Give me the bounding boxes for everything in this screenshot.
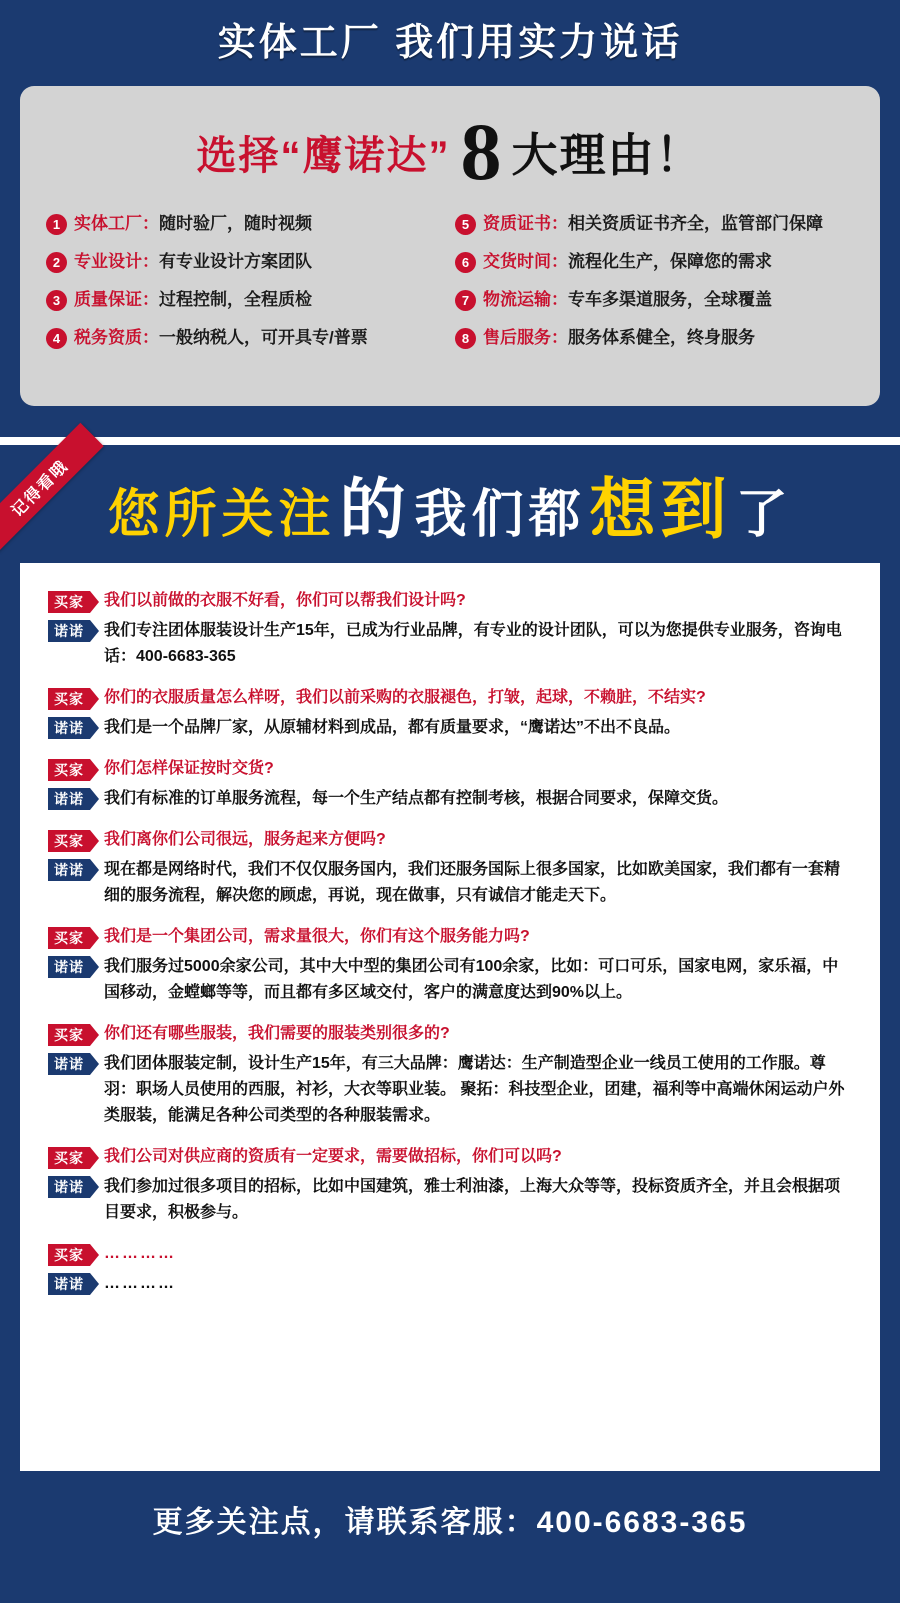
faq-question-row: [48, 828, 852, 852]
buyer-tag: 买家: [48, 759, 90, 781]
section-divider: [0, 437, 900, 445]
reason-key: 资质证书：: [483, 214, 568, 233]
faq-item: [48, 925, 852, 1006]
faq-item: [48, 1242, 852, 1297]
faq-answer-row: [48, 857, 852, 909]
reason-value: 一般纳税人，可开具专/普票: [159, 328, 368, 347]
seller-tag: 诺诺: [48, 1273, 90, 1295]
reasons-headline: [46, 106, 854, 198]
reason-item: [455, 250, 854, 274]
faq-question-text: 我们公司对供应商的资质有一定要求，需要做招标，你们可以吗?: [104, 1148, 562, 1165]
reason-value: 服务体系健全，终身服务: [568, 328, 755, 347]
faq-item: [48, 1022, 852, 1129]
reason-number-badge: 6: [455, 252, 476, 273]
seller-tag: 诺诺: [48, 788, 90, 810]
faq-question-text: 你们还有哪些服装，我们需要的服装类别很多的?: [104, 1025, 450, 1042]
reason-value: 过程控制，全程质检: [159, 290, 312, 309]
faq-answer-row: [48, 715, 852, 741]
faq-answer-text: 我们是一个品牌厂家，从原辅材料到成品，都有质量要求，“鹰诺达”不出不良品。: [104, 719, 681, 736]
faq-answer-row: [48, 1174, 852, 1226]
reason-item: [455, 288, 854, 312]
reasons-section: [0, 0, 900, 437]
faq-question-row: [48, 1022, 852, 1046]
faq-question-row: [48, 589, 852, 613]
faq-answer-text: 我们有标准的订单服务流程，每一个生产结点都有控制考核，根据合同要求，保障交货。: [104, 790, 729, 807]
faq-card: [20, 563, 880, 1471]
seller-tag: 诺诺: [48, 620, 90, 642]
reason-number-badge: 3: [46, 290, 67, 311]
faq-answer-text: 我们专注团体服装设计生产15年，已成为行业品牌，有专业的设计团队，可以为您提供专业服务，咨询电话：400-6683-365: [104, 622, 842, 665]
reason-key: 税务资质：: [74, 328, 159, 347]
reasons-card: [20, 86, 880, 406]
headline-part-5: 了: [735, 485, 793, 544]
faq-answer-text: …………: [104, 1275, 176, 1292]
faq-answer-row: [48, 786, 852, 812]
headline-part-2: 的: [339, 472, 411, 546]
reason-number-badge: 5: [455, 214, 476, 235]
faq-answer-text: 现在都是网络时代，我们不仅仅服务国内，我们还服务国际上很多国家，比如欧美国家，我们都有一套精细的服务流程，解决您的顾虑，再说，现在做事，只有诚信才能走天下。: [104, 861, 841, 904]
faq-item: [48, 589, 852, 670]
seller-tag: 诺诺: [48, 859, 90, 881]
reason-number-badge: 7: [455, 290, 476, 311]
reason-key: 交货时间：: [483, 252, 568, 271]
faq-question-text: 我们以前做的衣服不好看，你们可以帮我们设计吗?: [104, 592, 466, 609]
reason-value: 相关资质证书齐全，监管部门保障: [568, 214, 823, 233]
reason-value: 流程化生产，保障您的需求: [568, 252, 772, 271]
seller-tag: 诺诺: [48, 1176, 90, 1198]
headline-part-3: 我们都: [414, 485, 586, 544]
reason-item: [455, 326, 854, 350]
reasons-grid: [46, 212, 854, 350]
buyer-tag: 买家: [48, 1244, 90, 1266]
buyer-tag: 买家: [48, 1024, 90, 1046]
banner-title: 实体工厂 我们用实力说话: [217, 22, 683, 64]
reason-key: 实体工厂：: [74, 214, 159, 233]
faq-question-row: [48, 757, 852, 781]
reason-item: [46, 326, 445, 350]
headline-number: 8: [460, 106, 502, 197]
seller-tag: 诺诺: [48, 1053, 90, 1075]
reason-number-badge: 2: [46, 252, 67, 273]
faq-item: [48, 1145, 852, 1226]
faq-answer-row: [48, 1271, 852, 1297]
reason-key: 售后服务：: [483, 328, 568, 347]
faq-question-row: [48, 1145, 852, 1169]
reason-item: [46, 212, 445, 236]
headline-part-1: 您所关注: [107, 485, 336, 544]
faq-answer-row: [48, 954, 852, 1006]
faq-headline: [20, 445, 880, 563]
reason-value: 随时验厂，随时视频: [159, 214, 312, 233]
reason-number-badge: 4: [46, 328, 67, 349]
reason-number-badge: 1: [46, 214, 67, 235]
faq-item: [48, 757, 852, 812]
buyer-tag: 买家: [48, 830, 90, 852]
faq-item: [48, 828, 852, 909]
reason-item: [46, 288, 445, 312]
headline-black-suffix: 大理由！: [511, 129, 704, 181]
headline-red-prefix: 选择“鹰诺达”: [196, 133, 451, 178]
buyer-tag: 买家: [48, 1147, 90, 1169]
faq-answer-text: 我们参加过很多项目的招标，比如中国建筑，雅士利油漆，上海大众等等，投标资质齐全，并且会根据项目要求，积极参与。: [104, 1178, 841, 1221]
faq-item: [48, 686, 852, 741]
contact-footer: 更多关注点，请联系客服：400-6683-365: [152, 1506, 748, 1539]
faq-answer-row: [48, 618, 852, 670]
seller-tag: 诺诺: [48, 956, 90, 978]
faq-answer-text: 我们团体服装定制，设计生产15年，有三大品牌：鹰诺达：生产制造型企业一线员工使用的工作服。尊羽：职场人员使用的西服，衬衫，大衣等职业装。 聚拓：科技型企业，团建，福利等中高端休闲运动户外类服装，能满足各种公司类型的各种服装需求。: [104, 1055, 845, 1124]
faq-section: [0, 445, 900, 1603]
reason-number-badge: 8: [455, 328, 476, 349]
faq-question-text: 我们是一个集团公司，需求量很大，你们有这个服务能力吗?: [104, 928, 530, 945]
reason-key: 专业设计：: [74, 252, 159, 271]
faq-question-text: …………: [104, 1245, 176, 1262]
faq-question-row: [48, 686, 852, 710]
buyer-tag: 买家: [48, 688, 90, 710]
reason-value: 有专业设计方案团队: [159, 252, 312, 271]
buyer-tag: 买家: [48, 927, 90, 949]
reason-item: [455, 212, 854, 236]
faq-question-row: [48, 1242, 852, 1266]
corner-ribbon: 记得看哦: [0, 423, 104, 552]
seller-tag: 诺诺: [48, 717, 90, 739]
faq-question-text: 你们怎样保证按时交货?: [104, 760, 274, 777]
reason-item: [46, 250, 445, 274]
reason-key: 质量保证：: [74, 290, 159, 309]
faq-answer-text: 我们服务过5000余家公司，其中大中型的集团公司有100余家，比如：可口可乐，国家电网，家乐福，中国移动，金螳螂等等，而且都有多区域交付，客户的满意度达到90%以上。: [104, 958, 839, 1001]
faq-question-row: [48, 925, 852, 949]
faq-answer-row: [48, 1051, 852, 1129]
faq-question-text: 你们的衣服质量怎么样呀，我们以前采购的衣服褪色，打皱，起球，不赖脏，不结实?: [104, 689, 706, 706]
headline-part-4: 想到: [589, 472, 732, 546]
faq-question-text: 我们离你们公司很远，服务起来方便吗?: [104, 831, 386, 848]
reason-key: 物流运输：: [483, 290, 568, 309]
buyer-tag: 买家: [48, 591, 90, 613]
reason-value: 专车多渠道服务，全球覆盖: [568, 290, 772, 309]
